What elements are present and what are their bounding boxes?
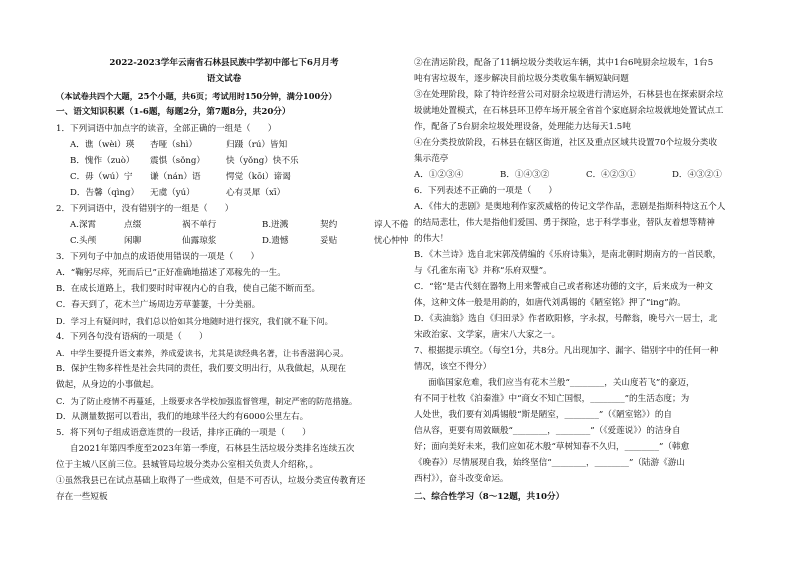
q1-option-c: C．毋（wú）宁 谦（nán）语 愕觉（kōi）谛谒 — [70, 172, 291, 182]
q3-option-d: D．学习上有疑问时，我们总以恰如其分地随时进行探究，我们就不耻下问。 — [56, 316, 333, 326]
q7-text-line7: 西村》），奋斗改变命运。 — [414, 474, 509, 484]
q5-sentence-2b: 吨有害垃圾车，逐步解决目前垃圾分类收集车辆短缺问题 — [414, 74, 629, 84]
right-column — [414, 0, 760, 561]
section2-heading: 二、综合性学习（8～12题，共10分） — [414, 492, 565, 502]
q5-passage-line2: 位于主城八区前三位。县城管局垃圾分类办公室相关负责人介绍称，。 — [56, 460, 319, 470]
q5-sentence-4a: ④在分类投放阶段，石林县在辖区街道，社区及重点区域共设置70个垃圾分类收 — [414, 138, 718, 148]
q2-row2: C.头颅 闲聊 仙露琼浆 D.遗憾 妥贴 忧心忡忡 — [70, 236, 409, 246]
q3-option-a: A．“鞠躬尽瘁，死而后已”正好准确地描述了邓稼先的一生。 — [56, 268, 286, 278]
exam-subtitle: 语文试卷 — [206, 74, 242, 84]
q4-option-c: C．为了防止疫情不再蔓延，上级要求各学校加强监督管理，制定严密的防范措施。 — [56, 396, 358, 406]
q6-option-b-line1: B．《木兰诗》选自北宋郭茂倩编的《乐府诗集》，是南北朝时期南方的一首民歌， — [414, 250, 722, 260]
section1-heading: 一、语文知识积累（1-6题，每题2分，第7题8分，共20分） — [56, 107, 291, 117]
q3-stem: 3．下列句子中加点的成语使用错误的一项是（ ） — [56, 252, 260, 262]
q2-stem: 2．下列词语中，没有错别字的一组是（ ） — [56, 204, 234, 214]
q5-options: A．①②③④ B．①④③② C．④②③① D．④③②① — [414, 170, 722, 180]
q1-option-b: B．愧作（zuò） 震惧（sǒng） 快（yǒng）快不乐 — [70, 156, 299, 166]
q5-sentence-3a: ③在处理阶段，除了特许经营公司对厨余垃圾进行清运外，石林县也在探索厨余垃 — [414, 90, 724, 100]
q4-stem: 4．下列各句没有语病的一项是（ ） — [56, 332, 208, 342]
q3-option-b: B．在成长道路上，我们要时时审视内心的自我，使自己能不断而至。 — [56, 284, 321, 294]
q2-row1: A.深霄 点缀 祸不单行 B.迸溅 契约 谆人不倦 — [70, 220, 409, 230]
q5-sentence-3b: 圾就地处置模式，在石林县环卫停车场开展全省首个家庭厨余垃圾就地处置试点工 — [414, 106, 724, 116]
q4-option-b-line2: 做起，从身边的小事做起。 — [56, 380, 160, 390]
q6-option-c-line2: 体，这种文体一般是用韵的，如唐代刘禹锡的《陋室铭》押了“ing”韵。 — [414, 298, 686, 308]
q5-sentence-2a: ②在清运阶段，配备了11辆垃圾分类收运车辆，其中1台6吨厨余垃圾车，1台5 — [414, 58, 714, 68]
q5-sentence-3c: 作，配备了5台厨余垃圾处理设备，处理能力达每天1.5吨 — [414, 122, 631, 132]
q6-option-d-line2: 宋政治家、文学家，唐宋八大家之一。 — [414, 330, 561, 340]
q6-option-a-line3: 的伟大！ — [414, 234, 449, 244]
q1-stem: 1．下列词语中加点字的读音，全部正确的一组是（ ） — [56, 124, 277, 134]
left-column — [56, 0, 409, 561]
q4-option-d: D．从测量数据可以看出，我们的地球半径大约有6000公里左右。 — [56, 412, 309, 422]
q1-option-a: A．谯（wèi）瑛 杏哑（shì） 归蹑（rú）皆知 — [70, 140, 288, 150]
q3-option-c: C．春天到了，花木兰广场周边芳草萋萋，十分美丽。 — [56, 300, 261, 310]
exam-title: 2022-2023学年云南省石林县民族中学初中部七下6月月考 — [109, 58, 339, 68]
q6-option-a-line2: 的结局悲壮，伟大是指他们爱国、勇于探险，忠于科学事业，替队友着想等精神 — [414, 218, 715, 228]
q6-option-c-line1: C．“铭”是古代刻在器物上用来警戒自己或者称述功德的文字，后来成为一种文 — [414, 282, 713, 292]
q7-stem-line1: 7、根据提示填空。（每空1分，共8分。凡出现加字、漏字、错别字中的任何一种 — [414, 346, 719, 356]
q4-option-a: A．中学生要提升语文素养，养成爱读书，尤其是读经典名著，让书香滋润心灵。 — [56, 348, 349, 358]
q7-text-line6: 《晚春》）尽情展现自我，始终坚信“________，________”（陆游《游山 — [414, 458, 685, 468]
exam-note: （本试卷共四个大题，25个小题，共6页；考试用时150分钟，满分100分） — [56, 91, 337, 101]
q7-text-line4: 信从容，更要有周敦颐般“________，________”（《爱莲说》）的洁身自 — [414, 426, 681, 436]
q6-stem: 6．下列表述不正确的一项是（ ） — [414, 186, 557, 196]
q7-text-line1: 面临国家危难，我们应当有花木兰般“________，关山度若飞”的豪迈， — [428, 378, 695, 388]
q5-passage-line3: ①虽然我县已在试点基础上取得了一些成效，但是不可否认，垃圾分类宣传教育还 — [56, 476, 366, 486]
q7-text-line5: 好；面向美好未来，我们应如花木般“草树知春不久归，________”（韩愈 — [414, 442, 690, 452]
q5-passage-line4: 存在一些短板 — [56, 492, 108, 502]
q6-option-a-line1: A．《伟大的悲剧》是奥地利作家茨威格的传记文学作品，悲剧是指斯科特这五个人 — [414, 202, 726, 212]
q7-stem-line2: 情况，该空不得分） — [414, 362, 492, 372]
q5-passage-line1: 自2021年第四季度至2023年第一季度，石林县生活垃圾分类排名连续五次 — [70, 444, 355, 454]
q6-option-b-line2: 与《孔雀东南飞》并称“乐府双璧”。 — [414, 266, 552, 276]
q7-text-line3: 人处世，我们要有刘禹锡般“斯是陋室，________”（《陋室铭》）的自 — [414, 410, 673, 420]
q5-stem: 5．将下列句子组成语意连贯的一段话，排序正确的一项是（ ） — [56, 428, 311, 438]
q5-sentence-4b: 集示范亭 — [414, 154, 449, 164]
q7-text-line2: 有不同于杜牧《泊秦淮》中“商女不知亡国恨，________”的生活态度；为 — [414, 394, 690, 404]
q1-option-d: D．告馨（qìng） 无虞（yú） 心有灵犀（xī） — [70, 188, 286, 198]
q6-option-d-line1: D．《卖油翁》选自《归田录》作者欧阳修，字永叔，号醉翁，晚号六一居士，北 — [414, 314, 718, 324]
q4-option-b-line1: B．保护生物多样性是社会共同的责任，我们要文明出行，从我做起，从现在 — [56, 364, 346, 374]
